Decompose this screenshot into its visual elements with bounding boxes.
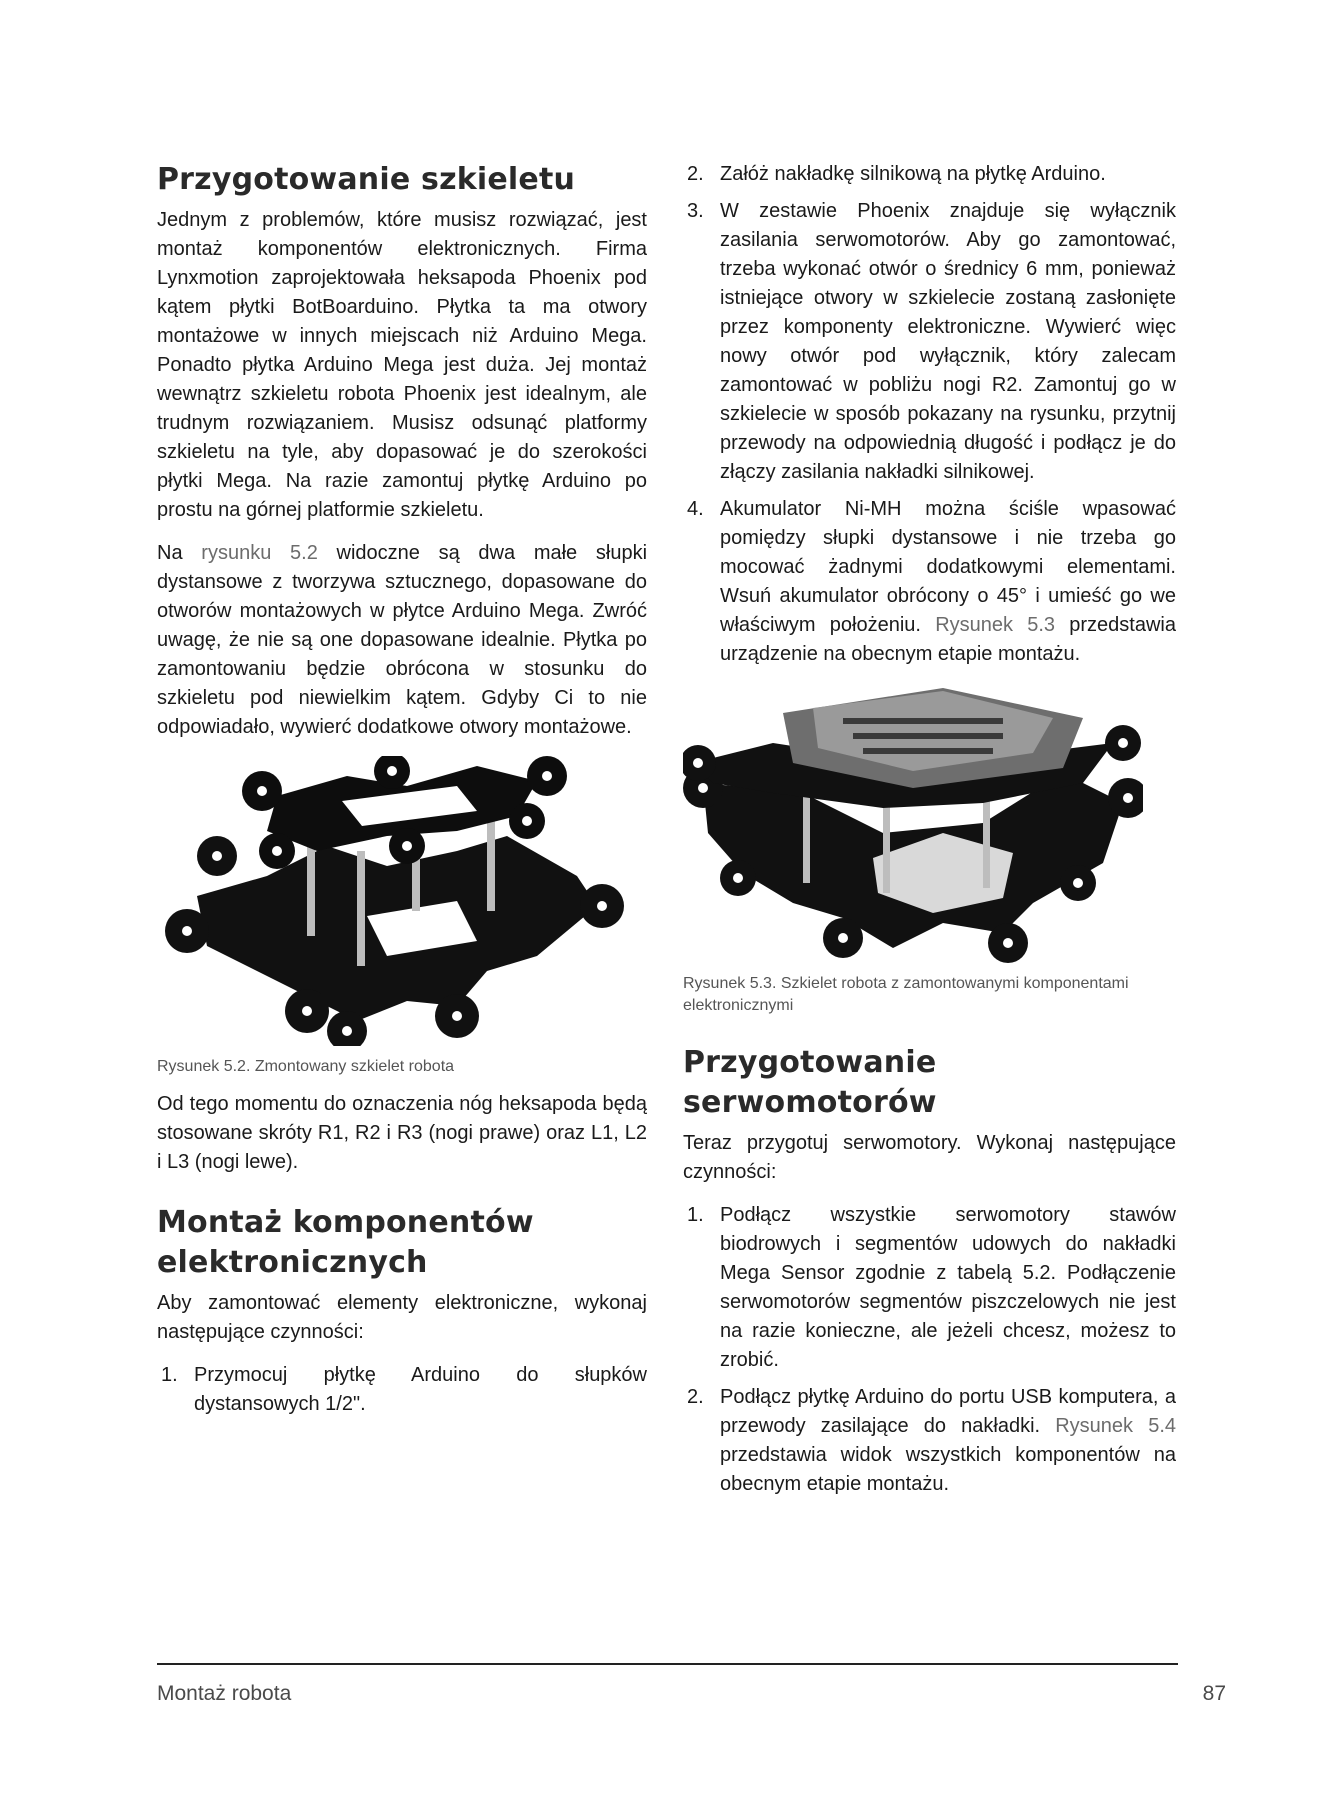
list-item: 4. Akumulator Ni-MH można ściśle wpasować pomiędzy słupki dystansowe i nie trzeba go mocować żadnymi dodatkowymi elementami. Wsuń akumulator obrócony o 45° i umieść go we właściwym położeniu. Rysunek 5.3 przedstawia urządzenie na obecnym etapie montażu.	[687, 498, 1176, 665]
list-item: 1. Podłącz wszystkie serwomotory stawów biodrowych i segmentów udowych do nakładki Mega Sensor zgodnie z tabelą 5.2. Podłączenie serwomotorów segmentów piszczelowych nie jest na razie konieczne, ale jeżeli chcesz, możesz to zrobić.	[687, 1204, 1176, 1371]
right-column	[683, 140, 1176, 1507]
footer-section-title: Montaż robota	[157, 1682, 292, 1705]
footer-divider	[157, 1663, 1178, 1665]
body-paragraph: Aby zamontować elementy elektroniczne, wykonaj następujące czynności:	[157, 1292, 647, 1343]
figure-caption: Rysunek 5.3. Szkielet robota z zamontowanymi komponentami elektronicznymi	[683, 975, 1129, 1014]
figure-caption: Rysunek 5.2. Zmontowany szkielet robota	[157, 1058, 455, 1075]
list-item: 3. W zestawie Phoenix znajduje się wyłącznik zasilania serwomotorów. Aby go zamontować, trzeba wykonać otwór o średnicy 6 mm, ponieważ istniejące otwory w szkielecie zostaną zasłonięte przez komponenty elektroniczne. Wywierć więc nowy otwór pod wyłącznik, który zalecam zamontować w pobliżu nogi R2. Zamontuj go w szkielecie w sposób pokazany na rysunku, przytnij przewody na odpowiednią długość i podłącz je do złączy zasilania nakładki silnikowej.	[687, 200, 1176, 483]
figure-reference-link[interactable]: Rysunek 5.3	[935, 614, 1056, 636]
hexapod-electronics-image	[683, 683, 1143, 963]
body-paragraph: Teraz przygotuj serwomotory. Wykonaj następujące czynności:	[683, 1132, 1176, 1183]
figure-skeleton-photo	[157, 756, 647, 1078]
section-heading: Montaż komponentów elektronicznych	[157, 1205, 534, 1280]
numbered-list	[157, 1361, 647, 1419]
numbered-list	[683, 1201, 1176, 1499]
numbered-list	[683, 160, 1176, 669]
figure-reference-link[interactable]: Rysunek 5.4	[1055, 1415, 1177, 1437]
body-paragraph: Jednym z problemów, które musisz rozwiązać, jest montaż komponentów elektronicznych. Firma Lynxmotion zaprojektowała heksapoda Phoenix pod kątem płytki BotBoarduino. Płytka ta ma otwory montażowe w innych miejscach niż Arduino Mega. Ponadto płytka Arduino Mega jest duża. Jej montaż wewnątrz szkieletu robota Phoenix jest idealnym, ale trudnym rozwiązaniem. Musisz odsunąć platformy szkieletu na tyle, aby dopasować je do szerokości płytki Mega. Na razie zamontuj płytkę Arduino po prostu na górnej platformie szkieletu.	[157, 209, 647, 521]
page-number: 87	[1202, 1682, 1226, 1705]
list-item: 2. Załóż nakładkę silnikową na płytkę Arduino.	[687, 163, 1106, 185]
list-item: 1. Przymocuj płytkę Arduino do słupków dystansowych 1/2".	[161, 1364, 647, 1415]
section-heading: Przygotowanie szkieletu	[157, 162, 576, 197]
body-paragraph: Na rysunku 5.2 widoczne są dwa małe słupki dystansowe z tworzywa sztucznego, dopasowane do otworów montażowych w płytce Arduino Mega. Zwróć uwagę, że nie są one dopasowane idealnie. Płytka po zamontowaniu będzie obrócona w stosunku do szkieletu pod niewielkim kątem. Gdyby Ci to nie odpowiadało, wywierć dodatkowe otwory montażowe.	[157, 542, 648, 738]
left-column	[157, 140, 647, 1427]
figure-electronics-photo	[683, 683, 1176, 1017]
body-paragraph: Od tego momentu do oznaczenia nóg heksapoda będą stosowane skróty R1, R2 i R3 (nogi prawe) oraz L1, L2 i L3 (nogi lewe).	[157, 1093, 647, 1173]
figure-reference-link[interactable]: rysunku 5.2	[201, 542, 318, 564]
section-heading: Przygotowanie serwomotorów	[683, 1045, 937, 1120]
list-item: 2. Podłącz płytkę Arduino do portu USB komputera, a przewody zasilające do nakładki. Rysunek 5.4 przedstawia widok wszystkich komponentów na obecnym etapie montażu.	[687, 1386, 1177, 1495]
hexapod-skeleton-image	[157, 756, 637, 1046]
